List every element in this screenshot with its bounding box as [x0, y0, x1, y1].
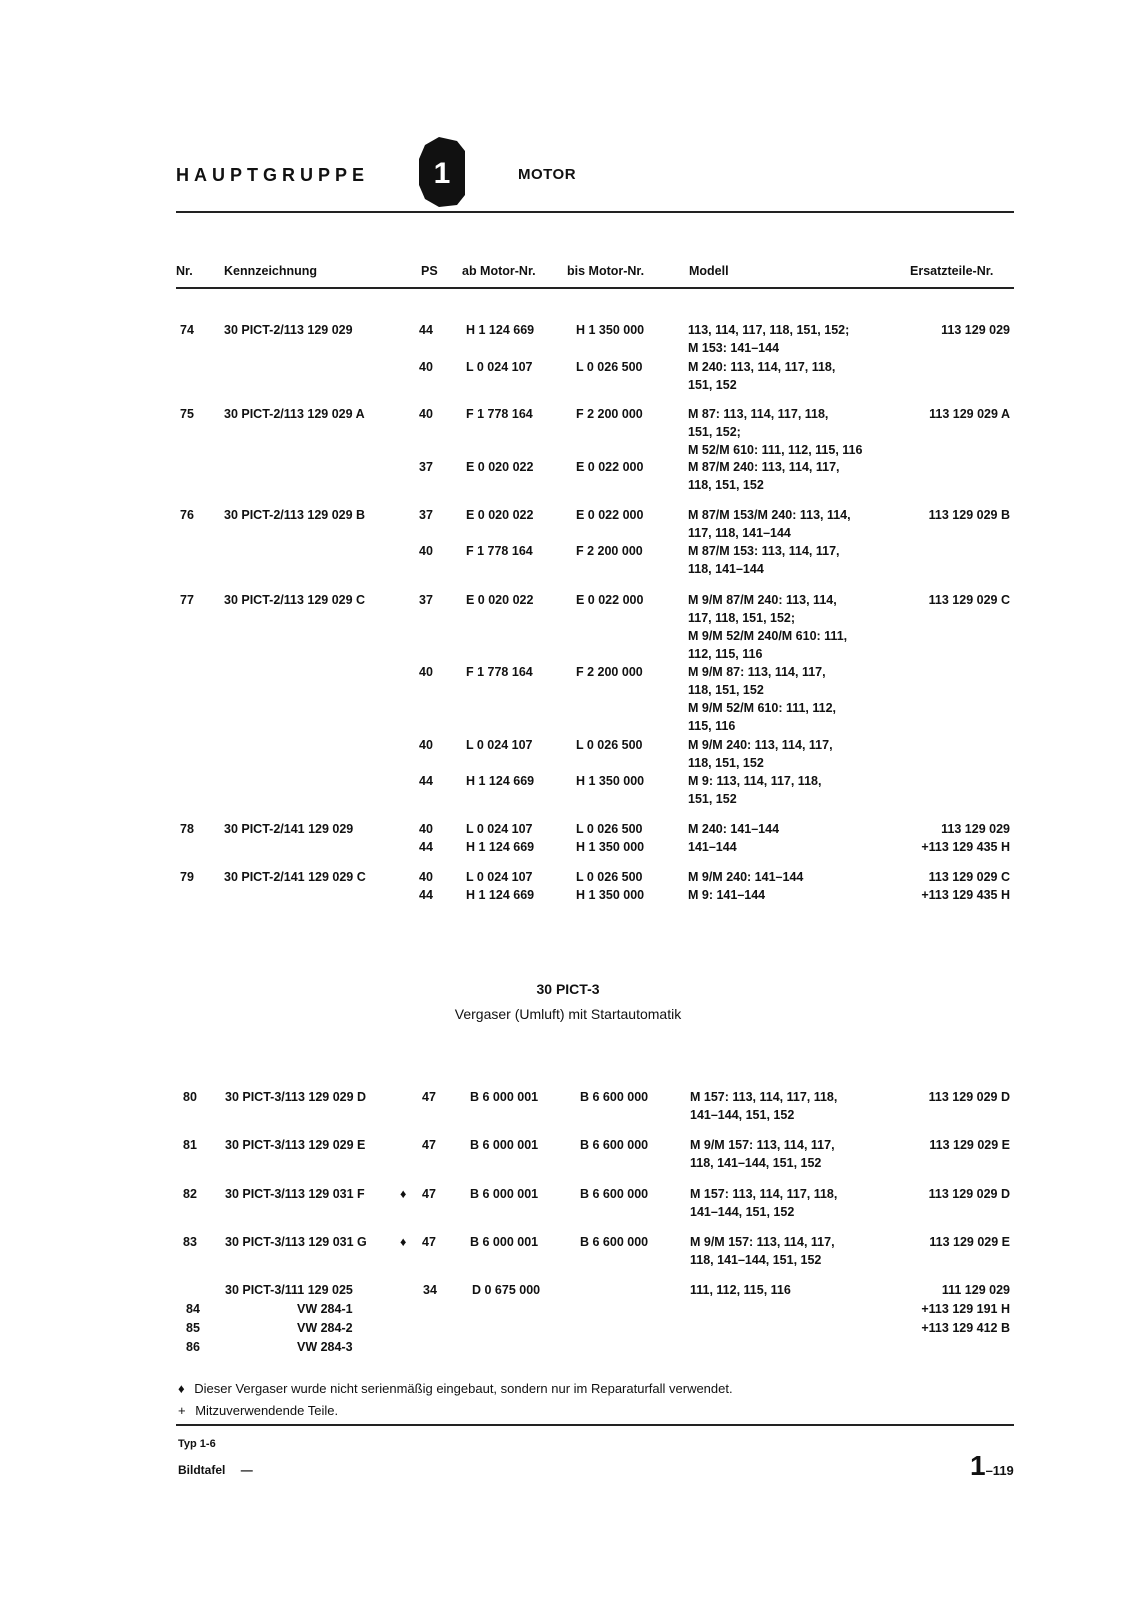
sub-bis-motor: H 1 350 000	[576, 888, 645, 902]
col-modell: Modell	[689, 264, 729, 278]
row-bis-motor: B 6 600 000	[580, 1187, 649, 1201]
sub-ps: 40	[419, 822, 433, 836]
col-ersatzteile: Ersatzteile-Nr.	[910, 264, 994, 278]
sub-bis-motor: E 0 022 000	[576, 593, 644, 607]
row-ab-motor: B 6 000 001	[470, 1090, 539, 1104]
row-modell-line: M 9/M 157: 113, 114, 117,	[690, 1235, 835, 1249]
sub-ps: 40	[419, 870, 433, 884]
row-ab-motor: B 6 000 001	[470, 1138, 539, 1152]
sub-nr: 84	[186, 1302, 200, 1316]
sub-modell-line: M 9: 141–144	[688, 888, 766, 902]
sub-modell-line: 151, 152	[688, 378, 737, 392]
sub-ab-motor: F 1 778 164	[466, 407, 533, 421]
row-ps: 34	[423, 1283, 437, 1297]
sub-modell-line: 151, 152	[688, 792, 737, 806]
sub-modell-line: M 153: 141–144	[688, 341, 780, 355]
row-ab-motor: B 6 000 001	[470, 1235, 539, 1249]
sub-bis-motor: H 1 350 000	[576, 840, 645, 854]
row-ersatzteil-extra: +113 129 435 H	[921, 888, 1010, 902]
sub-bis-motor: E 0 022 000	[576, 460, 644, 474]
row-ersatzteil: 113 129 029 E	[929, 1138, 1010, 1152]
sub-ps: 37	[419, 460, 433, 474]
row-nr: 78	[180, 822, 194, 836]
footnote-diamond	[178, 1381, 733, 1396]
col-bis-motor: bis Motor-Nr.	[567, 264, 645, 278]
sub-ab-motor: H 1 124 669	[466, 888, 535, 902]
sub-bis-motor: L 0 026 500	[576, 738, 643, 752]
group-title: MOTOR	[518, 166, 577, 183]
col-kennzeichnung: Kennzeichnung	[224, 264, 318, 278]
sub-bis-motor: H 1 350 000	[576, 774, 645, 788]
row-ps: 47	[422, 1090, 436, 1104]
sub-ps: 37	[419, 508, 433, 522]
col-ps: PS	[421, 264, 438, 278]
group-number: 1	[433, 157, 451, 190]
row-ersatzteil: 113 129 029 A	[929, 407, 1010, 421]
row-ps: 47	[422, 1235, 436, 1249]
row-kennzeichnung: 30 PICT-3/113 129 029 D	[225, 1090, 367, 1104]
sub-modell-line: M 87: 113, 114, 117, 118,	[688, 407, 829, 421]
row-nr: 79	[180, 870, 194, 884]
sub-bis-motor: L 0 026 500	[576, 822, 643, 836]
sub-modell-line: 117, 118, 151, 152;	[688, 611, 796, 625]
sub-modell-line: M 87/M 153: 113, 114, 117,	[688, 544, 840, 558]
sub-bis-motor: F 2 200 000	[576, 544, 643, 558]
sub-modell-line: 117, 118, 141–144	[688, 526, 791, 540]
sub-modell-line: M 9/M 87/M 240: 113, 114,	[688, 593, 837, 607]
sub-bis-motor: H 1 350 000	[576, 323, 645, 337]
row-modell: 111, 112, 115, 116	[690, 1283, 791, 1297]
sub-modell-line: 118, 151, 152	[688, 478, 764, 492]
row-kennzeichnung: 30 PICT-3/113 129 031 G	[225, 1235, 367, 1249]
sub-ab-motor: L 0 024 107	[466, 738, 533, 752]
sub-ps: 37	[419, 593, 433, 607]
group-number-badge	[417, 137, 467, 207]
sub-ab-motor: F 1 778 164	[466, 665, 533, 679]
row-nr: 76	[180, 508, 194, 522]
sub-name: VW 284-1	[297, 1302, 353, 1316]
sub-modell-line: M 9/M 52/M 240/M 610: 111,	[688, 629, 848, 643]
row-kennzeichnung: 30 PICT-3/113 129 031 F	[225, 1187, 365, 1201]
row-bis-motor: B 6 600 000	[580, 1235, 649, 1249]
sub-modell-line: M 87/M 153/M 240: 113, 114,	[688, 508, 851, 522]
sub-modell-line: 141–144	[688, 840, 737, 854]
bildtafel-dash: —	[240, 1463, 253, 1477]
sub-modell-line: 113, 114, 117, 118, 151, 152;	[688, 323, 850, 337]
sub-modell-line: M 9/M 52/M 610: 111, 112,	[688, 701, 837, 715]
section-subtitle: Vergaser (Umluft) mit Startautomatik	[454, 1006, 682, 1022]
sub-bis-motor: F 2 200 000	[576, 665, 643, 679]
sub-ab-motor: L 0 024 107	[466, 870, 533, 884]
row-ersatzteil: 113 129 029 D	[928, 1090, 1010, 1104]
table-header-rule	[176, 287, 1014, 289]
sub-ps: 40	[419, 665, 433, 679]
sub-ps: 44	[419, 888, 433, 902]
bildtafel-text: Bildtafel	[178, 1463, 226, 1477]
sub-ps: 40	[419, 407, 433, 421]
row-ersatzteil: 113 129 029 C	[928, 593, 1010, 607]
row-modell-line: 118, 141–144, 151, 152	[690, 1253, 822, 1267]
sub-bis-motor: E 0 022 000	[576, 508, 644, 522]
row-modell-line: M 157: 113, 114, 117, 118,	[690, 1187, 838, 1201]
sub-ps: 44	[419, 323, 433, 337]
sub-name: VW 284-2	[297, 1321, 353, 1335]
row-ersatzteil: 113 129 029	[941, 323, 1010, 337]
sub-ps: 44	[419, 840, 433, 854]
footer-rule	[176, 1424, 1014, 1426]
sub-modell-line: M 9/M 240: 141–144	[688, 870, 804, 884]
col-ab-motor: ab Motor-Nr.	[462, 264, 536, 278]
row-ps: 47	[422, 1138, 436, 1152]
page-number	[970, 1450, 1014, 1482]
sub-modell-line: 115, 116	[688, 719, 736, 733]
header-rule	[176, 211, 1014, 213]
sub-ab-motor: E 0 020 022	[466, 508, 534, 522]
sub-modell-line: 118, 151, 152	[688, 756, 764, 770]
diamond-icon: ♦	[400, 1187, 407, 1201]
sub-modell-line: M 87/M 240: 113, 114, 117,	[688, 460, 840, 474]
sub-modell-line: 151, 152;	[688, 425, 741, 439]
row-ersatzteil: 111 129 029	[941, 1283, 1010, 1297]
row-kennzeichnung: 30 PICT-3/111 129 025	[225, 1283, 353, 1297]
row-ersatzteil: 113 129 029 C	[928, 870, 1010, 884]
group-label: HAUPTGRUPPE	[176, 165, 370, 185]
sub-nr: 86	[186, 1340, 200, 1354]
row-nr: 77	[180, 593, 194, 607]
diamond-icon: ♦	[400, 1235, 407, 1249]
sub-name: VW 284-3	[297, 1340, 353, 1354]
row-nr: 83	[183, 1235, 197, 1249]
row-kennzeichnung: 30 PICT-2/141 129 029 C	[224, 870, 366, 884]
sub-modell-line: M 9: 113, 114, 117, 118,	[688, 774, 822, 788]
row-modell-line: 141–144, 151, 152	[690, 1108, 795, 1122]
row-nr: 75	[180, 407, 194, 421]
sub-ab-motor: H 1 124 669	[466, 323, 535, 337]
sub-modell-line: 112, 115, 116	[688, 647, 763, 661]
sub-modell-line: 118, 151, 152	[688, 683, 764, 697]
row-bis-motor: B 6 600 000	[580, 1138, 649, 1152]
row-nr: 81	[183, 1138, 197, 1152]
sub-ab-motor: F 1 778 164	[466, 544, 533, 558]
row-ab-motor: B 6 000 001	[470, 1187, 539, 1201]
row-nr: 82	[183, 1187, 197, 1201]
row-kennzeichnung: 30 PICT-2/113 129 029 B	[224, 508, 366, 522]
sub-ps: 40	[419, 738, 433, 752]
plus-icon: +	[178, 1403, 186, 1418]
sub-bis-motor: F 2 200 000	[576, 407, 643, 421]
sub-modell-line: M 52/M 610: 111, 112, 115, 116	[688, 443, 863, 457]
typ-label: Typ 1-6	[178, 1438, 216, 1450]
row-kennzeichnung: 30 PICT-2/113 129 029 A	[224, 407, 365, 421]
sub-ab-motor: E 0 020 022	[466, 593, 534, 607]
sub-modell-line: M 240: 113, 114, 117, 118,	[688, 360, 836, 374]
row-kennzeichnung: 30 PICT-3/113 129 029 E	[225, 1138, 366, 1152]
diamond-icon: ♦	[178, 1381, 185, 1396]
page-number-main: 1	[970, 1450, 986, 1481]
row-ps: 47	[422, 1187, 436, 1201]
section-title: 30 PICT-3	[536, 981, 600, 997]
row-nr: 74	[180, 323, 194, 337]
col-nr: Nr.	[176, 264, 193, 278]
row-nr: 80	[183, 1090, 197, 1104]
row-modell-line: M 157: 113, 114, 117, 118,	[690, 1090, 838, 1104]
sub-bis-motor: L 0 026 500	[576, 870, 643, 884]
sub-bis-motor: L 0 026 500	[576, 360, 643, 374]
sub-ps: 40	[419, 544, 433, 558]
row-ersatzteil: 113 129 029	[941, 822, 1010, 836]
sub-modell-line: 118, 141–144	[688, 562, 764, 576]
sub-nr: 85	[186, 1321, 200, 1335]
row-kennzeichnung: 30 PICT-2/141 129 029	[224, 822, 354, 836]
sub-ab-motor: E 0 020 022	[466, 460, 534, 474]
page-number-sub: –119	[985, 1463, 1014, 1478]
row-kennzeichnung: 30 PICT-2/113 129 029 C	[224, 593, 366, 607]
row-modell-line: M 9/M 157: 113, 114, 117,	[690, 1138, 835, 1152]
row-modell-line: 141–144, 151, 152	[690, 1205, 795, 1219]
row-ab-motor: D 0 675 000	[472, 1283, 541, 1297]
sub-modell-line: M 9/M 87: 113, 114, 117,	[688, 665, 826, 679]
row-bis-motor: B 6 600 000	[580, 1090, 649, 1104]
sub-ersatzteil: +113 129 191 H	[921, 1302, 1010, 1316]
row-modell-line: 118, 141–144, 151, 152	[690, 1156, 822, 1170]
sub-ps: 40	[419, 360, 433, 374]
row-ersatzteil: 113 129 029 D	[928, 1187, 1010, 1201]
footnote-plus	[178, 1403, 338, 1418]
row-ersatzteil: 113 129 029 B	[928, 508, 1010, 522]
sub-ab-motor: H 1 124 669	[466, 774, 535, 788]
badge-shape-icon	[417, 137, 467, 207]
row-ersatzteil: 113 129 029 E	[929, 1235, 1010, 1249]
footnote-diamond-text: Dieser Vergaser wurde nicht serienmäßig eingebaut, sondern nur im Reparaturfall verwendet.	[194, 1381, 733, 1396]
row-kennzeichnung: 30 PICT-2/113 129 029	[224, 323, 353, 337]
sub-ersatzteil: +113 129 412 B	[921, 1321, 1010, 1335]
bildtafel-label	[178, 1463, 253, 1477]
footnote-plus-text: Mitzuverwendende Teile.	[195, 1403, 339, 1418]
sub-ps: 44	[419, 774, 433, 788]
sub-modell-line: M 240: 141–144	[688, 822, 780, 836]
sub-ab-motor: L 0 024 107	[466, 822, 533, 836]
sub-ab-motor: H 1 124 669	[466, 840, 535, 854]
sub-modell-line: M 9/M 240: 113, 114, 117,	[688, 738, 833, 752]
row-ersatzteil-extra: +113 129 435 H	[921, 840, 1010, 854]
sub-ab-motor: L 0 024 107	[466, 360, 533, 374]
